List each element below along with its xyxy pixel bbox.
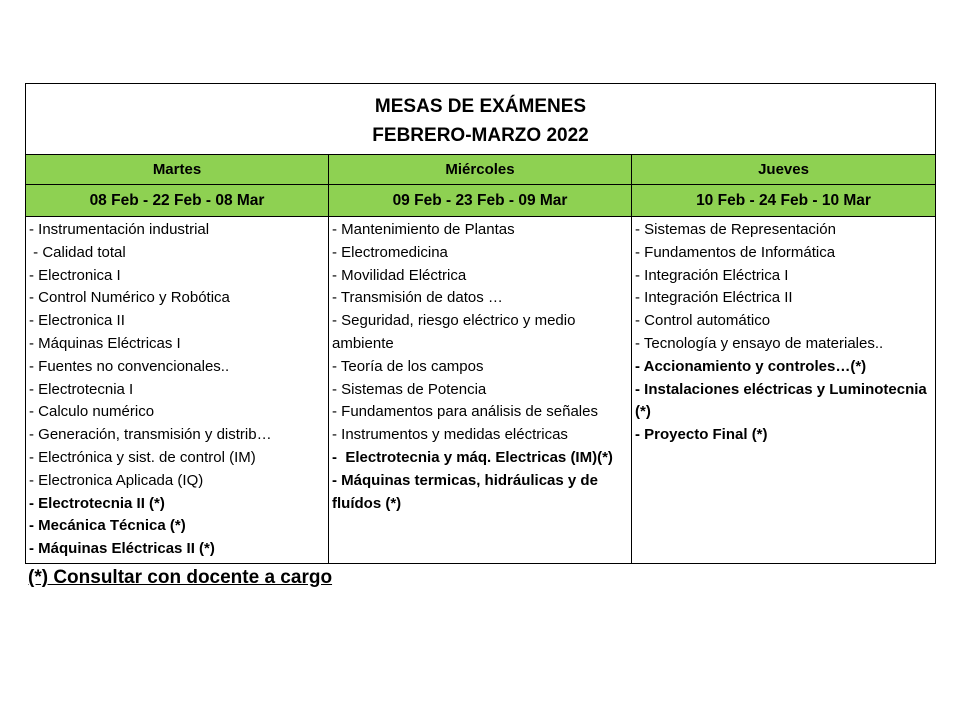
exam-schedule-table (25, 83, 936, 564)
subject-item: - Accionamiento y controles…(*) (635, 357, 867, 375)
subject-item: - Control automático (635, 312, 771, 330)
footnote: (*) Consultar con docente a cargo (28, 567, 333, 588)
subjects-cell-thursday (632, 217, 936, 564)
subject-item: - Electronica Aplicada (IQ) (29, 471, 204, 489)
subject-item: - Movilidad Eléctrica (332, 266, 467, 284)
title-row (26, 84, 936, 155)
title-line-1: MESAS DE EXÁMENES (374, 96, 587, 117)
subject-item: - Electronica II (29, 312, 125, 330)
subjects-row (26, 217, 936, 564)
subject-item: - Electromedicina (332, 243, 448, 261)
dates-header-row (26, 185, 936, 217)
dates-thursday: 10 Feb - 24 Feb - 10 Mar (632, 185, 936, 217)
subject-item: - Calidad total (29, 243, 126, 261)
day-header-row (26, 155, 936, 185)
subject-item: - Generación, transmisión y distrib… (29, 426, 272, 444)
subject-item: - Máquinas termicas, hidráulicas y de fluídos (*) (332, 471, 603, 512)
subject-item: - Electrónica y sist. de control (IM) (29, 448, 256, 466)
dates-wednesday: 09 Feb - 23 Feb - 09 Mar (329, 185, 632, 217)
subject-item: - Electrotecnia I (29, 380, 134, 398)
subject-item: - Instalaciones eléctricas y Luminotecnia (*) (635, 380, 931, 421)
dates-tuesday: 08 Feb - 22 Feb - 08 Mar (26, 185, 329, 217)
day-header-wednesday: Miércoles (329, 155, 632, 185)
subject-item: - Control Numérico y Robótica (29, 289, 230, 307)
subject-item: - Electrotecnia II (*) (29, 494, 165, 512)
day-header-thursday: Jueves (632, 155, 936, 185)
subject-item: - Fundamentos de Informática (635, 243, 836, 261)
subject-list-thursday (635, 219, 933, 447)
subject-item: - Integración Eléctrica II (635, 289, 793, 307)
subject-item: - Proyecto Final (*) (635, 426, 768, 444)
subject-item: - Fuentes no convencionales.. (29, 357, 230, 375)
subject-item: - Seguridad, riesgo eléctrico y medio ambiente (332, 312, 580, 352)
subject-item: - Mantenimiento de Plantas (332, 221, 515, 238)
subject-item: - Máquinas Eléctricas I (29, 334, 181, 352)
subject-item: - Integración Eléctrica I (635, 266, 789, 284)
subject-item: - Electrotecnia y máq. Electricas (IM)(*) (332, 448, 613, 466)
subject-item: - Sistemas de Potencia (332, 380, 487, 398)
title-line-2: FEBRERO-MARZO 2022 (372, 125, 589, 146)
subject-item: - Instrumentos y medidas eléctricas (332, 426, 568, 444)
subject-item: - Transmisión de datos … (332, 289, 503, 307)
subjects-cell-wednesday (329, 217, 632, 564)
subject-item: - Sistemas de Representación (635, 221, 836, 238)
exam-schedule-sheet (25, 83, 935, 564)
subject-list-wednesday (332, 219, 629, 515)
subject-item: - Instrumentación industrial (29, 221, 210, 238)
subject-list-tuesday (29, 219, 326, 561)
subject-item: - Electronica I (29, 266, 121, 284)
subject-item: - Teoría de los campos (332, 357, 484, 375)
subject-item: - Fundamentos para análisis de señales (332, 403, 598, 421)
subjects-cell-tuesday (26, 217, 329, 564)
subject-item: - Calculo numérico (29, 403, 155, 421)
subject-item: - Tecnología y ensayo de materiales.. (635, 334, 884, 352)
subject-item: - Mecánica Técnica (*) (29, 517, 186, 535)
day-header-tuesday: Martes (26, 155, 329, 185)
subject-item: - Máquinas Eléctricas II (*) (29, 540, 215, 558)
table-title (26, 84, 936, 155)
